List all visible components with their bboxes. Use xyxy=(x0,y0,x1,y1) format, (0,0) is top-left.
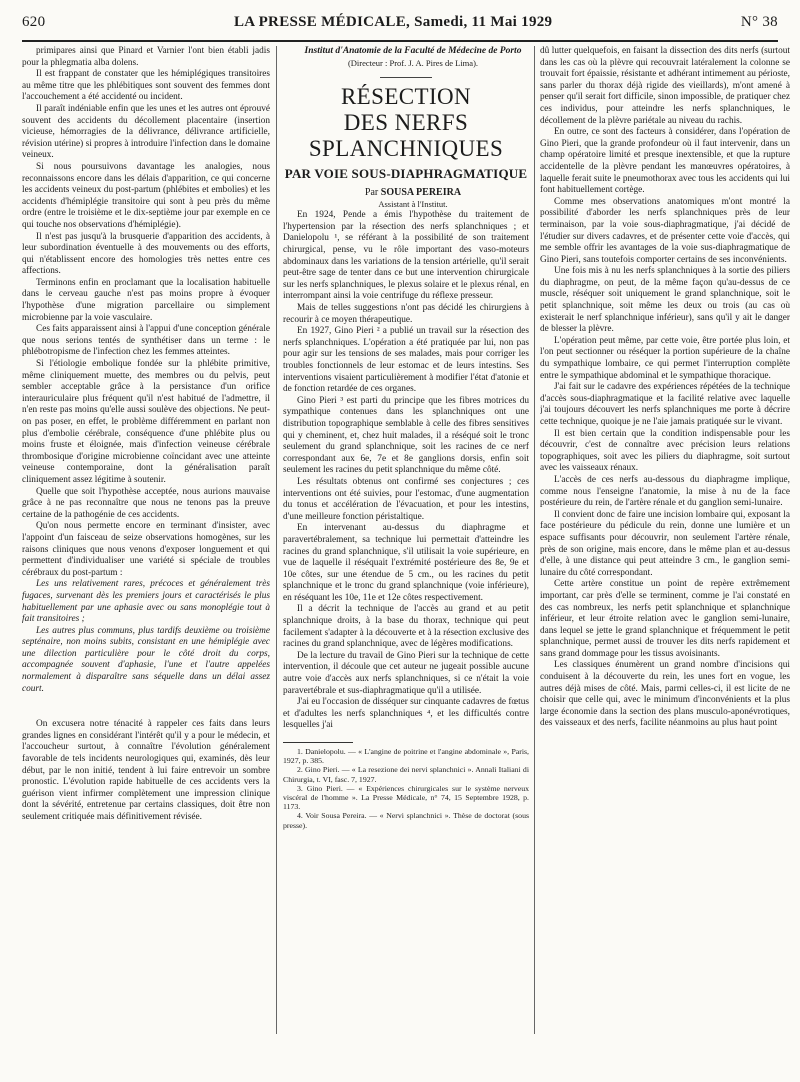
paragraph: primipares ainsi que Pinard et Varnier l'ont bien établi jadis pour la phlegmatia alba dolens. xyxy=(22,46,270,68)
article-title-line2: DES NERFS SPLANCHNIQUES xyxy=(308,110,504,162)
column-left xyxy=(22,46,270,1046)
page-header xyxy=(22,14,778,36)
article-subtitle: PAR VOIE SOUS-DIAPHRAGMATIQUE xyxy=(284,166,528,182)
paragraph: Ces faits apparaissent ainsi à l'appui d'une conception générale que nous serions tentés de synthétiser dans un terme : le phlébotropisme de l'infection chez les femmes atteintes. xyxy=(22,324,270,358)
italic-paragraph: Les autres plus communs, plus tardifs deuxième ou troisième septénaire, non moins subits, consistant en une hémiplégie avec une dilection particulière pour le côté droit du corps, accompagnée souvent d'aphasie, l'une et l'autre appelées normalement à disparaître sans séquelle dans un délai assez court. xyxy=(22,625,270,694)
paragraph: Mais de telles suggestions n'ont pas décidé les chirurgiens à recourir à ce moyen thérapeutique. xyxy=(283,303,529,325)
issue-number: N° 38 xyxy=(740,14,778,30)
paragraph: On excusera notre ténacité à rappeler ces faits dans leurs grandes lignes en considérant l'intérêt qu'il y a pour le médecin, et l'accoucheur surtout, à connaître l'évolution généralement favorable de tels incidents neurologiques qui, examinés, dès leur début, par le non initié, tendent à lui faire entrevoir un sombre pronostic. L'évolution rapide habituelle de ces accidents vers la guérison vient infirmer complètement une impression clinique dont la sévérité, entretenue par certains classiques, doit être non seulement critiquée mais définitivement révisée. xyxy=(22,719,270,822)
italic-paragraph: Les uns relativement rares, précoces et généralement très fugaces, survenant dès les premiers jours et caractérisés le plus habituellement par une aphasie avec ou sans monoplégie tout à fait transitoires ; xyxy=(22,579,270,625)
paragraph: Terminons enfin en proclamant que la localisation habituelle dans le cerveau gauche n'est pas moins propre à évoquer l'hypothèse d'une migration parcellaire ou simplement microbienne par la voie vasculaire. xyxy=(22,277,270,323)
paragraph: Cette artère constitue un point de repère extrêmement important, car près d'elle se terminent, comme je l'ai constaté en des cas nombreux, les nerfs petit splanchnique et splanchnique inférieur, et leur étroite relation avec le ganglion semi-lunaire, dans lequel se jette le grand splanchnique et fréquemment le petit splanchnique, permet aussi de trouver les dits nerfs rapidement et sans grand dommage pour les tissus avoisinants. xyxy=(540,579,790,659)
author-prefix: Par xyxy=(364,187,379,199)
title-rule xyxy=(380,77,432,78)
paragraph: Comme mes observations anatomiques m'ont montré la possibilité d'aborder les nerfs splanchniques près de leur terminaison, par la voie sous-diaphragmatique, j'ai décidé de l'étudier sur divers cadavres, et de présenter cette voie d'accès, qui me semble offrir les avantages de la voie sus-diaphragmatique de Gino Pieri, sans toutefois comporter certains de ses inconvénients. xyxy=(540,196,790,265)
paragraph: Il est bien certain que la condition indispensable pour les découvrir, c'est de connaître avec précision leurs relations topographiques, soit avec les piliers du diaphragme, soit surtout avec les vaisseaux rénaux. xyxy=(540,428,790,474)
section-gap xyxy=(22,695,270,719)
paragraph: Les résultats obtenus ont confirmé ses conjectures ; ces interventions ont été suivies, pour l'estomac, d'une augmentation du tonus et accélération de l'évacuation, et pour les intestins, d'une meilleure fonction péristaltique. xyxy=(283,476,529,522)
author-name: SOUSA PEREIRA xyxy=(380,187,462,199)
paragraph: Il paraît indéniable enfin que les unes et les autres ont éprouvé souvent des accidents du décollement placentaire (insertion vicieuse, hémorragies de la délivrance, délivrance artificielle, révision utérine) si propres à introduire l'infection dans le domaine veineux. xyxy=(22,103,270,161)
paragraph: Il convient donc de faire une incision lombaire qui, exposant la face postérieure du pédicule du rein, donne une lumière et un espace suffisants pour découvrir, non seulement l'artère rénale, près de son origine, mais encore, dans le même plan et au-dessus d'elle, à une distance qui peut atteindre 3 cm., le ganglion semi-lunaire du côté correspondant. xyxy=(540,509,790,578)
footnote-rule xyxy=(283,742,353,743)
paragraph: Gino Pieri ³ est parti du principe que les fibres motrices du sympathique contenues dans les splanchniques ont une distribution topographique semblable à celle des fibres sensitives qui y cheminent, et, chez huit malades, il a réséqué soit le tronc seulement du grand splanchnique, soit les racines de ce nerf correspondant aux 6e, 7e et 8e ganglions dorsis, enfin soit seulement les racines du petit splanchnique du même côté. xyxy=(283,395,529,476)
paragraph: Qu'on nous permette encore en terminant d'insister, avec l'appoint d'un faisceau de seize observations homogènes, sur les raisons cliniques que nous venons d'exposer longuement et qui permettent d'individualiser une variété si spéciale de troubles cérébraux du post-partum : xyxy=(22,521,270,578)
paragraph: En 1927, Gino Pieri ² a publié un travail sur la résection des nerfs splanchniques. L'opération a été pratiquée par lui, non pas pour agir sur les tensions de ses malades, mais pour corriger les troubles fonctionnels de leur estomac et de leurs intestins. Ses interventions visaient particulièrement à modifier l'état d'atonie et de fonction retardée de ces organes. xyxy=(283,326,529,395)
column-divider xyxy=(534,46,535,1034)
paragraph: Il n'est pas jusqu'à la brusquerie d'apparition des accidents, à leur subordination éventuelle à des mouvements ou des efforts, qui n'établissent encore des homologies très nettes entre ces affections. xyxy=(22,231,270,277)
author-line xyxy=(283,187,529,199)
footnote: 3. Gino Pieri. — « Expériences chirurgicales sur le système nerveux viscéral de l'homme ». La Presse Médicale, n° 74, 15 Septembre 1928, p. 1173. xyxy=(283,783,529,812)
paragraph: Une fois mis à nu les nerfs splanchniques à la sortie des piliers du diaphragme, on peut, de la même façon qu'au-dessus de ce muscle, réséquer soit uniquement le grand splanchnique, soit le petit splanchnique, soit même les deux ou trois (au cas où existerait le nerf splanchnique inférieur), sans qu'il y ait le danger de blesser la plèvre. xyxy=(540,266,790,335)
paragraph: J'ai fait sur le cadavre des expériences répétées de la technique d'accès sous-diaphragmatique et la facilité relative avec laquelle j'ai toujours découvert les nerfs splanchniques me porte à décrire cette technique, quoique je ne l'aie jamais pratiquée sur le vivant. xyxy=(540,382,790,427)
paragraph: J'ai eu l'occasion de disséquer sur cinquante cadavres de fœtus et d'adultes les nerfs splanchniques ⁴, et les difficultés contre lesquelles j'ai xyxy=(283,697,529,731)
paragraph: dû lutter quelquefois, en faisant la dissection des dits nerfs (surtout dans les cas où la plèvre qui recouvrait latéralement la colonne se trouvait fort épaissie, résistante et adhérant intimement au périoste, sans parler du thorax déjà rigide des vieillards), m'ont amené à penser qu'il serait fort difficile, sinon impossible, de pratiquer chez ces individus, pour atteindre les nerfs splanchniques, le décollement de la plèvre pariétale au niveau du rachis. xyxy=(540,46,790,126)
paragraph: Il est frappant de constater que les hémiplégiques transitoires au même titre que les phlébitiques sont souvent des femmes dont l'accouchement a été accidenté ou incident. xyxy=(22,69,270,103)
paragraph: En intervenant au-dessus du diaphragme et paravertébralement, sa technique lui permettait d'atteindre les racines du grand splanchnique, s'il utilisait la voie supérieure, en vue de laquelle il réséquait l'extrémité postérieure des 8e, 9e et 10e côtes, sur une étendue de 5 cm., ou les racines du petit splanchnique et le tronc du grand splanchnique (voie inférieure), en réséquant les 10e, 11e et 12e côtes respectivement. xyxy=(283,523,529,603)
paragraph: En 1924, Pende a émis l'hypothèse du traitement de l'hypertension par la résection des nerfs splanchniques ; et Danielopolu ¹, se référant à la possibilité de son traitement chirurgical, pense, vu le rôle important des vaso-moteurs abdominaux dans les variations de la tension artérielle, qu'il serait peut-être sage de tenter dans ce but une intervention chirurgicale sur les nerfs splanchniques, le plexus solaire et le plexus rénal, en interrompant ainsi la voie centrifuge du réflexe presseur. xyxy=(283,210,529,302)
institute-line: Institut d'Anatomie de la Faculté de Médecine de Porto xyxy=(304,46,522,56)
header-rule xyxy=(22,40,778,42)
director-line: (Directeur : Prof. J. A. Pires de Lima). xyxy=(347,57,479,68)
author-role: Assistant à l'Institut. xyxy=(378,198,448,209)
paragraph: Si l'étiologie embolique fondée sur la phlébite primitive, même cliniquement muette, des membres ou du pelvis, peut sembler acceptable grâce à la persistance d'un orifice interauriculaire plus fréquent qu'il n'est habitué de l'admettre, il n'en reste pas moins qu'elle aussi soulève des objections. Ne peut-on pas poser, en effet, le problème différemment en parlant non plus d'embolie cérébrale, conséquence d'une phlébite plus ou moins fruste et éloignée, mais d'infection veineuse cérébrale thrombosique d'origine microbienne coïncidant avec une atteinte veineuse contemporaine, dont la généralisation paraît cliniquement assez légitime à soutenir. xyxy=(22,359,270,485)
footnote: 4. Voir Sousa Pereira. — « Nervi splanchnici ». Thèse de doctorat (sous presse). xyxy=(283,811,529,830)
footnote: 1. Danielopolu. — « L'angine de poitrine et l'angine abdominale », Paris, 1927, p. 385. xyxy=(283,747,529,766)
paragraph: L'accès de ces nerfs au-dessous du diaphragme implique, comme nous l'enseigne l'anatomie, la mise à nu de la face postérieure du rein, de l'artère rénale et du ganglion semi-lunaire. xyxy=(540,474,790,509)
page-number: 620 xyxy=(22,14,46,30)
paragraph: Il a décrit la technique de l'accès au grand et au petit splanchnique droits, à la base du thorax, technique qui peut facilement s'adapter à la découverte et à la résection exclusive des racines du grand splanchnique, avec de légères modifications. xyxy=(283,604,529,650)
paragraph: De la lecture du travail de Gino Pieri sur la technique de cette intervention, il découle que cet auteur ne jugeait possible aucune autre voie d'accès aux nerfs splanchniques, si ce n'était la voie paravertébrale et sus-diaphragmatique qu'il a utilisée. xyxy=(283,650,529,696)
journal-title: LA PRESSE MÉDICALE, Samedi, 11 Mai 1929 xyxy=(233,14,553,30)
paragraph: Quelle que soit l'hypothèse acceptée, nous aurions mauvaise grâce à ne pas reconnaître que nous ne tenons pas la preuve certaine de la pathogénie de ces accidents. xyxy=(22,486,270,520)
column-middle xyxy=(283,46,529,1056)
paragraph: En outre, ce sont des facteurs à considérer, dans l'opération de Gino Pieri, que la grande profondeur où il faut intervenir, dans un champ opératoire limité et presque inextensible, et que la rupture accidentelle de la plèvre pendant les manœuvres opératoires, à laquelle ferait suite le pneumothorax avec tous les accidents qui lui font habituellement cortège. xyxy=(540,127,790,196)
paragraph: L'opération peut même, par cette voie, être portée plus loin, et l'on peut sectionner ou réséquer la portion supérieure de la chaîne du sympathique lombaire, ce qui permet l'interruption complète entre le sympathique abdominal et le sympathique thoracique. xyxy=(540,335,790,381)
column-divider xyxy=(276,46,277,1034)
footnote: 2. Gino Pieri. — « La resezione dei nervi splanchnici ». Annali Italiani di Chirurgia, t. VI, fasc. 7, 1927. xyxy=(283,765,529,784)
column-right xyxy=(540,46,790,1056)
article-title-line1: RÉSECTION xyxy=(340,84,472,110)
paragraph: Les classiques énumèrent un grand nombre d'incisions qui conduisent à la découverte du rein, les unes fort en vogue, les autres déjà mises de côté. Mais, parmi celles-ci, il est licite de ne choisir que celle qui, avec le minimum d'inconvénients et la plus large économie dans la section des plans musculo-aponévrotiques, des vaisseaux et des nerfs, facilite néanmoins au plus haut point xyxy=(540,660,790,729)
paragraph: Si nous poursuivons davantage les analogies, nous reconnaissons encore dans les délais d'apparition, ce qui concerne les accidents veineux du post-partum (phlébites et embolies) et les accidents d'hémiplégie transitoire qui sont à peu près du même ordre (entre le troisième et le dix-septième jour par exemple en ce qui touche nos observations d'hémiplégie). xyxy=(22,161,270,230)
